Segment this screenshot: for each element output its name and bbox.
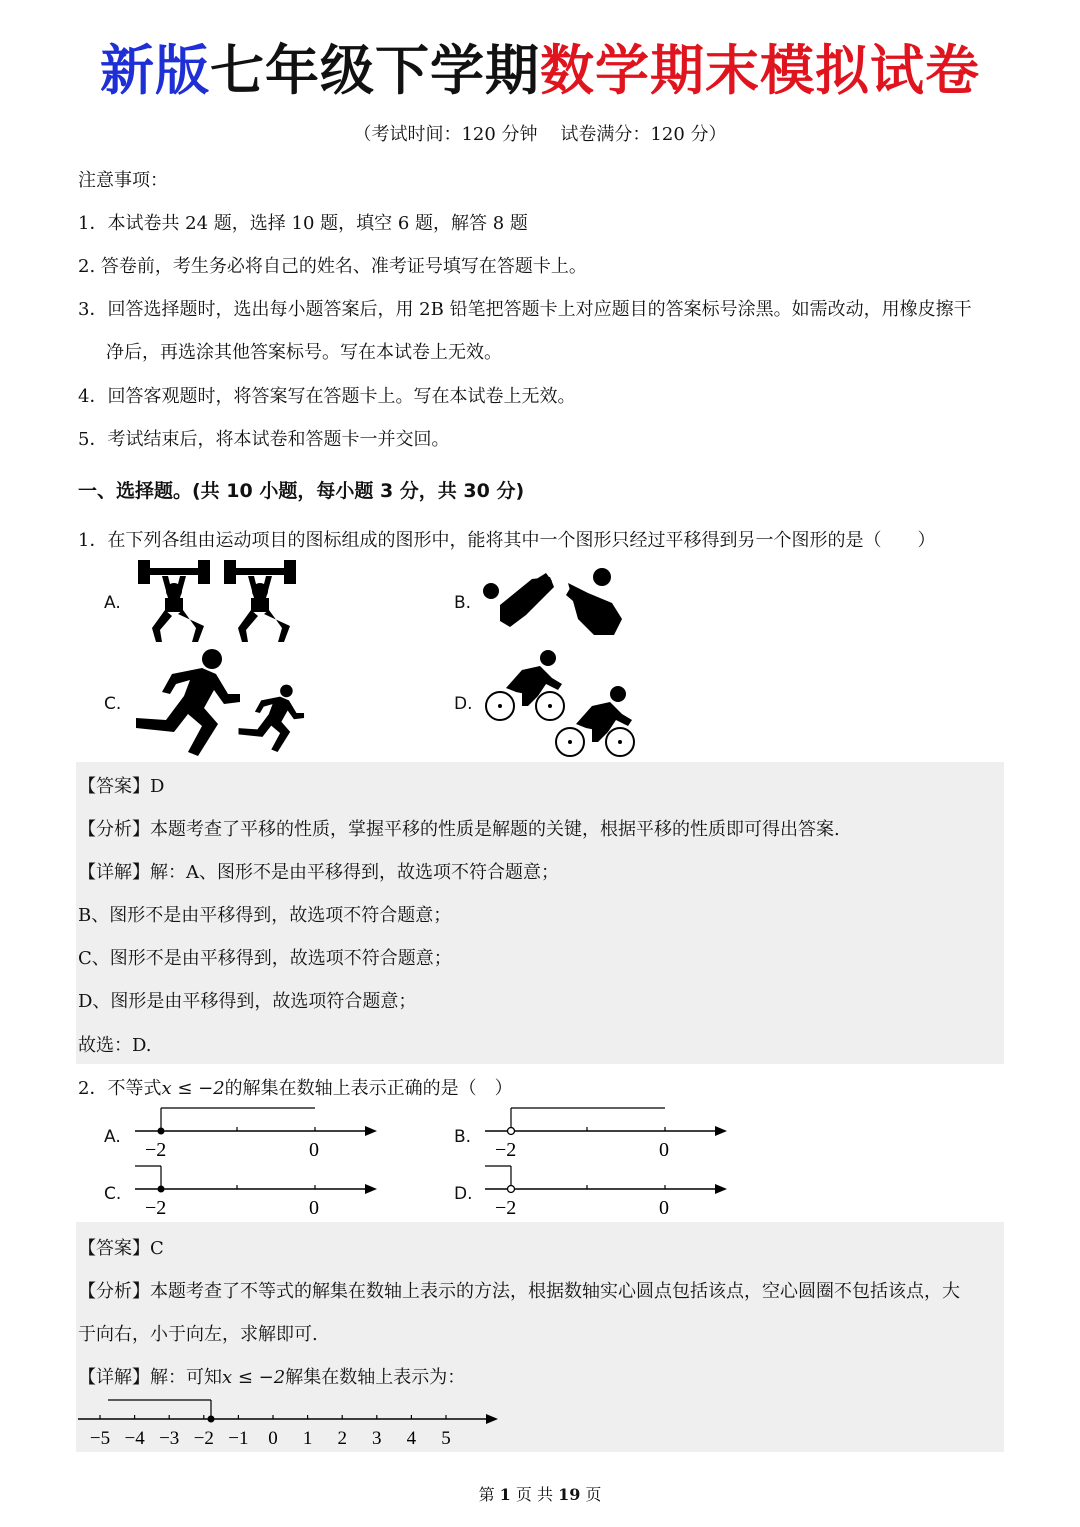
- q1-detail-3: C、图形不是由平移得到，故选项不符合题意；: [78, 948, 452, 969]
- q2-analysis-1: 【分析】本题考查了不等式的解集在数轴上表示的方法，根据数轴实心圆点包括该点，空心圆圈不包括该点，大: [78, 1281, 960, 1302]
- q2-numberline-b: [485, 1100, 735, 1164]
- page-footer: [0, 1482, 1080, 1505]
- numberline-label: 0: [268, 1428, 278, 1449]
- footer-pre: 第: [478, 1485, 500, 1504]
- axis-label-neg2: −2: [145, 1197, 167, 1219]
- axis-label-0: 0: [659, 1139, 669, 1161]
- numberline-label: 5: [441, 1428, 451, 1449]
- notice-heading: 注意事项：: [78, 170, 168, 191]
- axis-label-0: 0: [309, 1197, 319, 1219]
- numberline-label: 3: [372, 1428, 382, 1449]
- notice-item-5: 5．考试结束后，将本试卷和答题卡一并交回。: [78, 429, 450, 450]
- q2-option-a: A.: [104, 1127, 121, 1147]
- q1-detail-2: B、图形不是由平移得到，故选项不符合题意；: [78, 905, 452, 926]
- axis-label-neg2: −2: [145, 1139, 167, 1161]
- axis-label-0: 0: [309, 1139, 319, 1161]
- notice-item-4: 4．回答客观题时，将答案写在答题卡上。写在本试卷上无效。: [78, 386, 576, 407]
- numberline-label: 2: [337, 1428, 347, 1449]
- q1-option-b: B.: [454, 593, 472, 613]
- numberline-label: −1: [228, 1428, 249, 1449]
- axis-label-neg2: −2: [495, 1197, 517, 1219]
- q2-detail: [78, 1363, 465, 1389]
- q2-numberline-d: [485, 1158, 735, 1222]
- q2-stem-post: 的解集在数轴上表示正确的是（ ）: [224, 1078, 513, 1099]
- notice-item-3-cont: 净后，再选涂其他答案标号。写在本试卷上无效。: [106, 342, 502, 363]
- q2-numberline-a: [135, 1100, 385, 1164]
- title-part-1: 新版: [100, 39, 210, 102]
- q1-answer: 【答案】D: [78, 776, 165, 797]
- q2-option-d: D.: [454, 1184, 473, 1204]
- q2-detail-inequality: x ≤ −2: [222, 1367, 286, 1388]
- q1-option-c: C.: [104, 694, 122, 714]
- total-pages: 19: [558, 1485, 581, 1504]
- q2-stem: [78, 1074, 513, 1100]
- q2-solution-numberline: [76, 1392, 506, 1450]
- exam-info: （考试时间：120 分钟 试卷满分：120 分）: [353, 124, 727, 145]
- q2-stem-pre: 2．不等式: [78, 1078, 162, 1099]
- q2-detail-pre: 【详解】解：可知: [78, 1367, 222, 1388]
- section-heading: 一、选择题。(共 10 小题，每小题 3 分，共 30 分): [78, 480, 525, 502]
- q1-option-d: D.: [454, 694, 473, 714]
- diving-icon: [482, 565, 627, 640]
- cycling-icon: [482, 648, 642, 760]
- notice-item-3: 3．回答选择题时，选出每小题答案后，用 2B 铅笔把答题卡上对应题目的答案标号涂黑。如需改动，用橡皮擦干: [78, 299, 972, 320]
- q1-option-a: A.: [104, 593, 121, 613]
- title-part-2: 七年级下学期: [210, 39, 540, 102]
- footer-post: 页: [580, 1485, 602, 1504]
- notice-item-1: 1．本试卷共 24 题，选择 10 题，填空 6 题，解答 8 题: [78, 213, 528, 234]
- axis-label-0: 0: [659, 1197, 669, 1219]
- q2-option-c: C.: [104, 1184, 122, 1204]
- q2-analysis-2: 于向右，小于向左，求解即可.: [78, 1324, 318, 1345]
- q2-detail-post: 解集在数轴上表示为：: [285, 1367, 466, 1388]
- numberline-label: −3: [159, 1428, 180, 1449]
- current-page: 1: [499, 1485, 511, 1504]
- footer-mid: 页 共: [510, 1485, 559, 1504]
- document-title: [0, 28, 1080, 105]
- q1-analysis: 【分析】本题考查了平移的性质，掌握平移的性质是解题的关键，根据平移的性质即可得出答案.: [78, 819, 840, 840]
- numberline-label: 1: [302, 1428, 313, 1449]
- q1-stem: 1．在下列各组由运动项目的图标组成的图形中，能将其中一个图形只经过平移得到另一个图形的是（ ）: [78, 530, 936, 551]
- q2-option-b: B.: [454, 1127, 472, 1147]
- q1-detail-5: 故选：D.: [78, 1035, 152, 1056]
- q1-detail-1: 【详解】解：A、图形不是由平移得到，故选项不符合题意；: [78, 862, 559, 883]
- q2-numberline-c: [135, 1158, 385, 1222]
- numberline-label: −5: [89, 1428, 111, 1449]
- running-icon: [132, 648, 307, 760]
- numberline-label: 4: [406, 1428, 417, 1449]
- numberline-label: −4: [124, 1428, 145, 1449]
- notice-item-2: 2. 答卷前，考生务必将自己的姓名、准考证号填写在答题卡上。: [78, 256, 587, 277]
- weightlifting-icon: [132, 558, 307, 646]
- q2-answer: 【答案】C: [78, 1238, 164, 1259]
- q1-detail-4: D、图形是由平移得到，故选项符合题意；: [78, 991, 417, 1012]
- q2-inequality: x ≤ −2: [161, 1078, 225, 1099]
- title-part-3: 数学期末模拟试卷: [540, 39, 980, 102]
- numberline-label: −2: [193, 1428, 214, 1449]
- axis-label-neg2: −2: [495, 1139, 517, 1161]
